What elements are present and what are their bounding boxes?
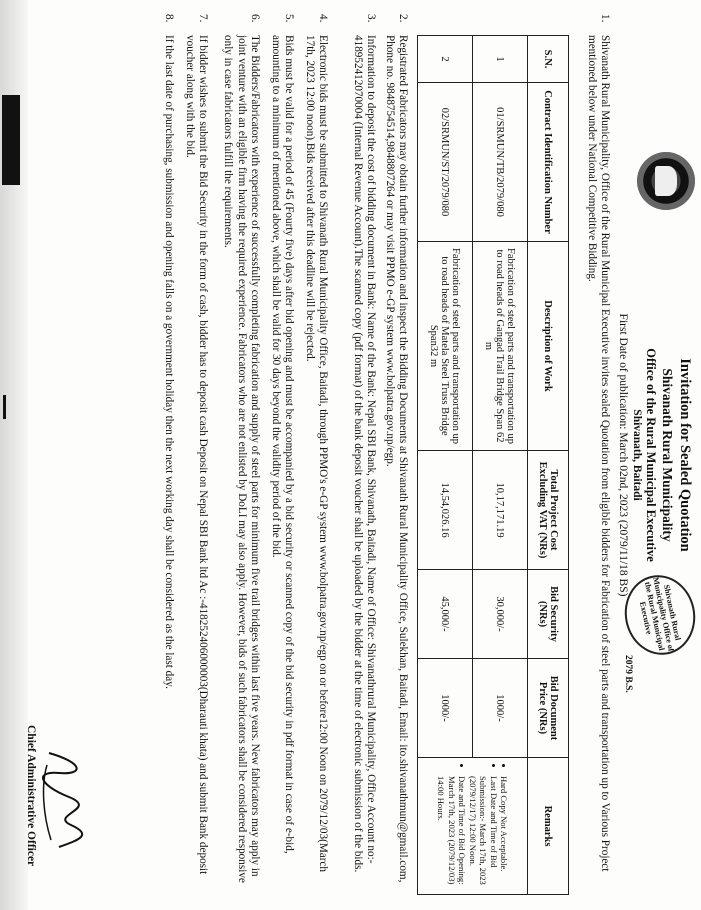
item-number: 8. (163, 14, 175, 23)
cell-sn: 1 (473, 36, 528, 83)
item-number: 4. (317, 14, 329, 23)
cell-bid-security: 30,000/- (473, 570, 528, 659)
cell-project-cost: 14,54,026.16 (418, 451, 473, 570)
paragraph: If the last date of purchasing, submission and opening falls on a government holiday then the next working day shall be considered as the last day. (163, 35, 175, 689)
col-header-project-cost: Total Project Cost Excluding VAT (NRs) (528, 451, 569, 570)
signatory-title: Chief Administrative Officer (25, 725, 37, 867)
table-header-row (528, 36, 569, 895)
paragraph: The Bidders/Fabricators with experience of successfully completing fabrication and supply of steel parts for minimum five trail bridges within last five years. New fabricators may apply in joint venture with an eligible firm having the required experience. Fabricators who are not enlisted by DoLI may also apply. However, bids of such fabricators shall be considered responsive only in case fabricators fulfill the requirements. (222, 35, 261, 883)
intro-paragraph: Shivanath Rural Municipality, Office of the Rural Municipal Executive invites sealed Quotation from eligible bidders for Fabrication of steel parts and transportation up to Various Project mentioned below under National Competitive Bidding. (585, 35, 611, 872)
cell-remarks (418, 758, 528, 895)
remark-item: • Hard Copy Not Acceptable. (499, 776, 510, 890)
cell-contract-id: 02/SRMUN/ST/2079/080 (418, 83, 473, 242)
item-number: 7. (197, 14, 209, 23)
paragraph: Information to deposit the cost of bidding document in Bank: Name of the Bank: Nepal SBI Bank, Shivanath, Baitadi, Name of Office: Shivanathrural Municipality, Office Account no:- 418952412070004 (Internal Revenue Account).The scanned copy (pdf format) of the bank deposit voucher shall be uploaded by the bidder at the time of electronic submission of the bids. (351, 35, 377, 873)
item-number: 2. (397, 14, 409, 23)
stamp-date: 2079 B.S. (623, 655, 633, 693)
table-row (473, 36, 528, 895)
paragraph: If bidder wishes to submit the Bid Security in the form of cash, bidder has to deposit cash Deposit on Nepal SBI Bank ltd Ac :-418252406000003(Dharauti khata) and submit Bank deposit voucher along with the bid. (183, 35, 209, 875)
signature (34, 745, 89, 855)
office-stamp: Shivanath Rural Municipality Office of the Rural Municipal Executive (617, 569, 701, 662)
paragraph: Registrated Fabricators may obtain further information and inspect the Bidding Documents at Shivanath Rural Municipality Office, Sulekhan, Baitadi, Email: ito.shivanathmun@gmail.com, Phone no. 9848754514,9848807264 or may visit PPMO e-GP system www.bolpatra.gov.np/egp. (383, 35, 409, 883)
col-header-description: Description of Work (528, 242, 569, 451)
office-name: Office of the Rural Municipal Executive (644, 348, 658, 562)
remark-item: • Last Date and Time of Bid Submission:- March 17th, 2023 (2079/12/17) 12:00 Noon. (467, 776, 499, 890)
col-header-document-price: Bid Document Price (NRs) (528, 659, 569, 758)
municipality-name: Shivanath Rural Municipality (660, 368, 675, 542)
item-number: 3. (365, 14, 377, 23)
cell-description: Fabrication of steel parts and transportation up to road heads of Gangad Trail Bridge Span 62 m (473, 242, 528, 451)
cell-contract-id: 01/SRMUN/TB/2079/080 (473, 83, 528, 242)
col-header-bid-security: Bid Security (NRs) (528, 570, 569, 659)
cell-document-price: 1000/- (418, 659, 473, 758)
col-header-contract-id: Contract Identification Number (528, 83, 569, 242)
paragraph: Bids must be valid for a period of 45 (Fourty five) days after bid opening and must be accompanied by a bid security or scanned copy of the bid security in pdf format in case of e-bid, amounting to a minimum of mentioned above, which shall be valid for 30 days beyond the validity period of the bid. (269, 35, 295, 854)
publication-date: First Date of publication: March 02nd, 2023 (2079/11/18 BS) (617, 313, 629, 597)
office-location: Shivanath, Baitadi (631, 409, 643, 501)
bid-table (417, 35, 569, 895)
notice-title: Invitation for Sealed Quotation (677, 358, 693, 552)
cell-description: Fabrication of steel parts and transportation up to road heads of Matela Steel Truss Bridge Span32 m (418, 242, 473, 451)
col-header-sn: S.N. (528, 36, 569, 83)
item-number: 5. (283, 14, 295, 23)
item-number: 1. (599, 14, 611, 23)
item-number: 6. (249, 14, 261, 23)
remark-item: • Date and Time of Bid Opening: March 17th, 2023 (2079/12/03) 14:00 Hours. (436, 776, 468, 890)
cell-sn: 2 (418, 36, 473, 83)
col-header-remarks: Remarks (528, 758, 569, 895)
cell-document-price: 1000/- (473, 659, 528, 758)
cell-project-cost: 10,17,171.19 (473, 451, 528, 570)
cell-bid-security: 45,000/- (418, 570, 473, 659)
paragraph: Electronic bids must be submitted to Shivanath Rural Municipality Office, Baitadi, through PPMO's e-GP system www.bolpatra.gov.np/egp on or before12:00 Noon on 2079/12/03(March 17th, 2023 12:00 noon).Bids received after this deadline will be rejected. (303, 35, 329, 873)
